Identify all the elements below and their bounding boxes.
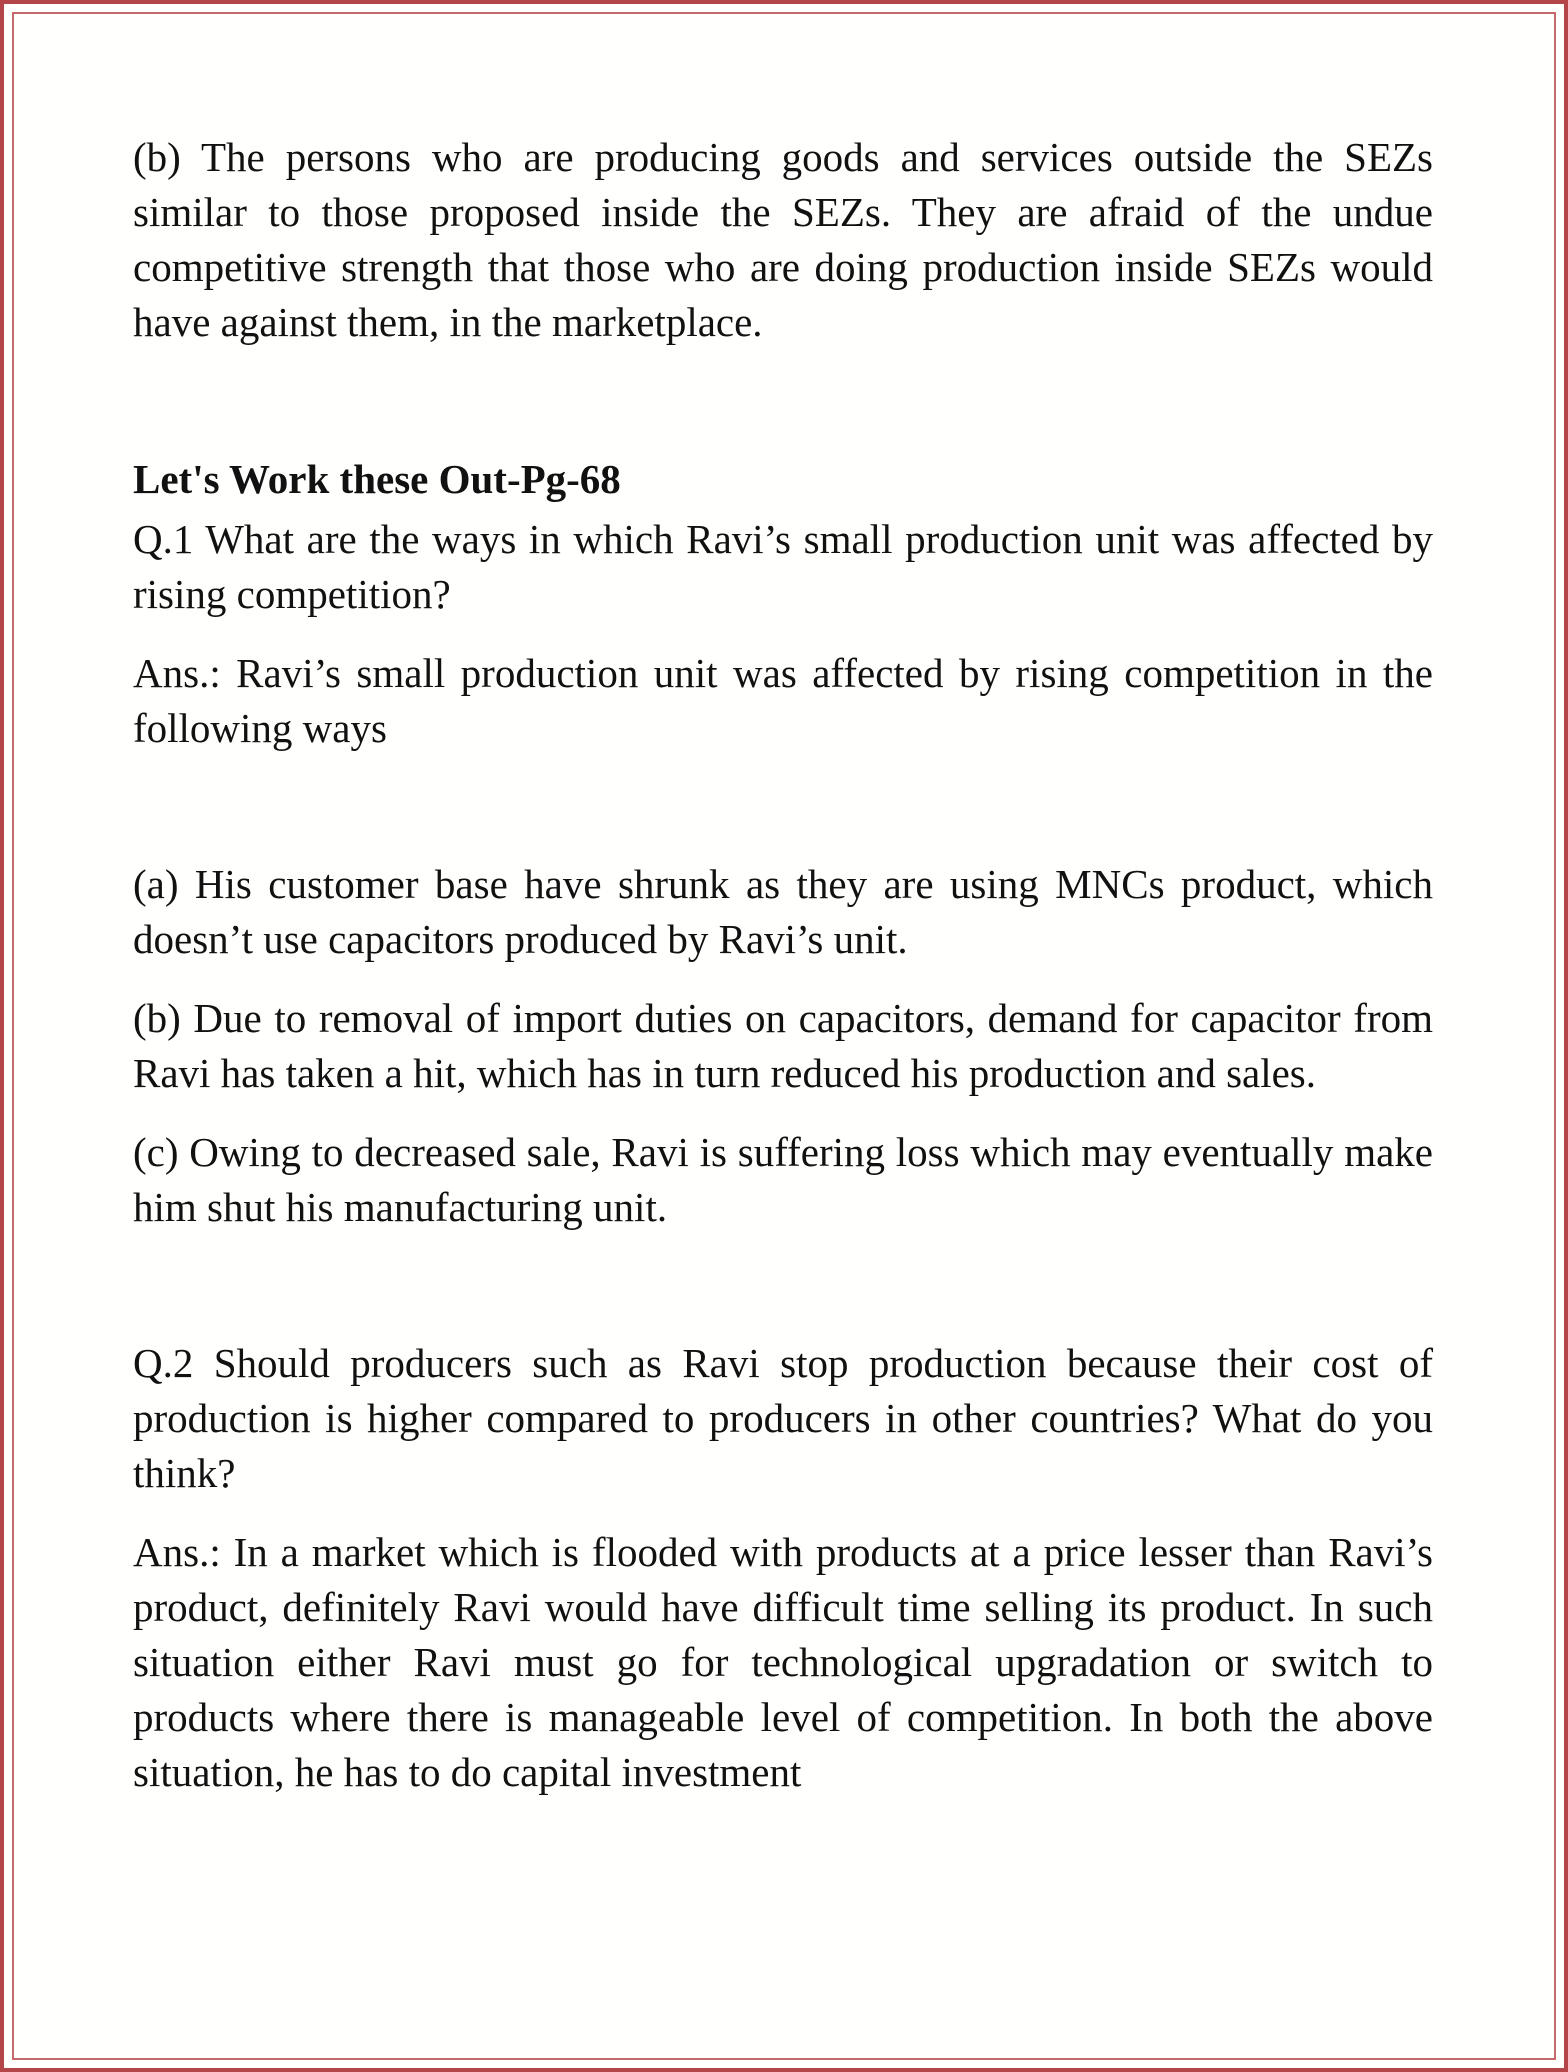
document-body (133, 130, 1433, 1800)
section-heading: Let's Work these Out-Pg-68 (133, 456, 621, 502)
answer-1-point-a: (a) His customer base have shrunk as they are using MNCs product, which doesn’t use capacitors produced by Ravi’s unit. (133, 861, 1433, 962)
question-2: Q.2 Should producers such as Ravi stop production because their cost of production is higher compared to producers in other countries? What do you think? (133, 1340, 1433, 1496)
intro-paragraph: (b) The persons who are producing goods and services outside the SEZs similar to those proposed inside the SEZs. They are afraid of the undue competitive strength that those who are doing production inside SEZs would have against them, in the marketplace. (133, 134, 1433, 345)
answer-1: Ans.: Ravi’s small production unit was affected by rising competition in the following ways (133, 650, 1433, 751)
answer-2: Ans.: In a market which is flooded with products at a price lesser than Ravi’s product, definitely Ravi would have difficult time selling its product. In such situation either Ravi must go for technological upgradation or switch to products where there is manageable level of competition. In both the above situation, he has to do capital investment (133, 1529, 1433, 1795)
question-1: Q.1 What are the ways in which Ravi’s small production unit was affected by rising competition? (133, 516, 1433, 617)
answer-1-point-b: (b) Due to removal of import duties on capacitors, demand for capacitor from Ravi has taken a hit, which has in turn reduced his production and sales. (133, 995, 1433, 1096)
answer-1-point-c: (c) Owing to decreased sale, Ravi is suffering loss which may eventually make him shut his manufacturing unit. (133, 1129, 1433, 1230)
